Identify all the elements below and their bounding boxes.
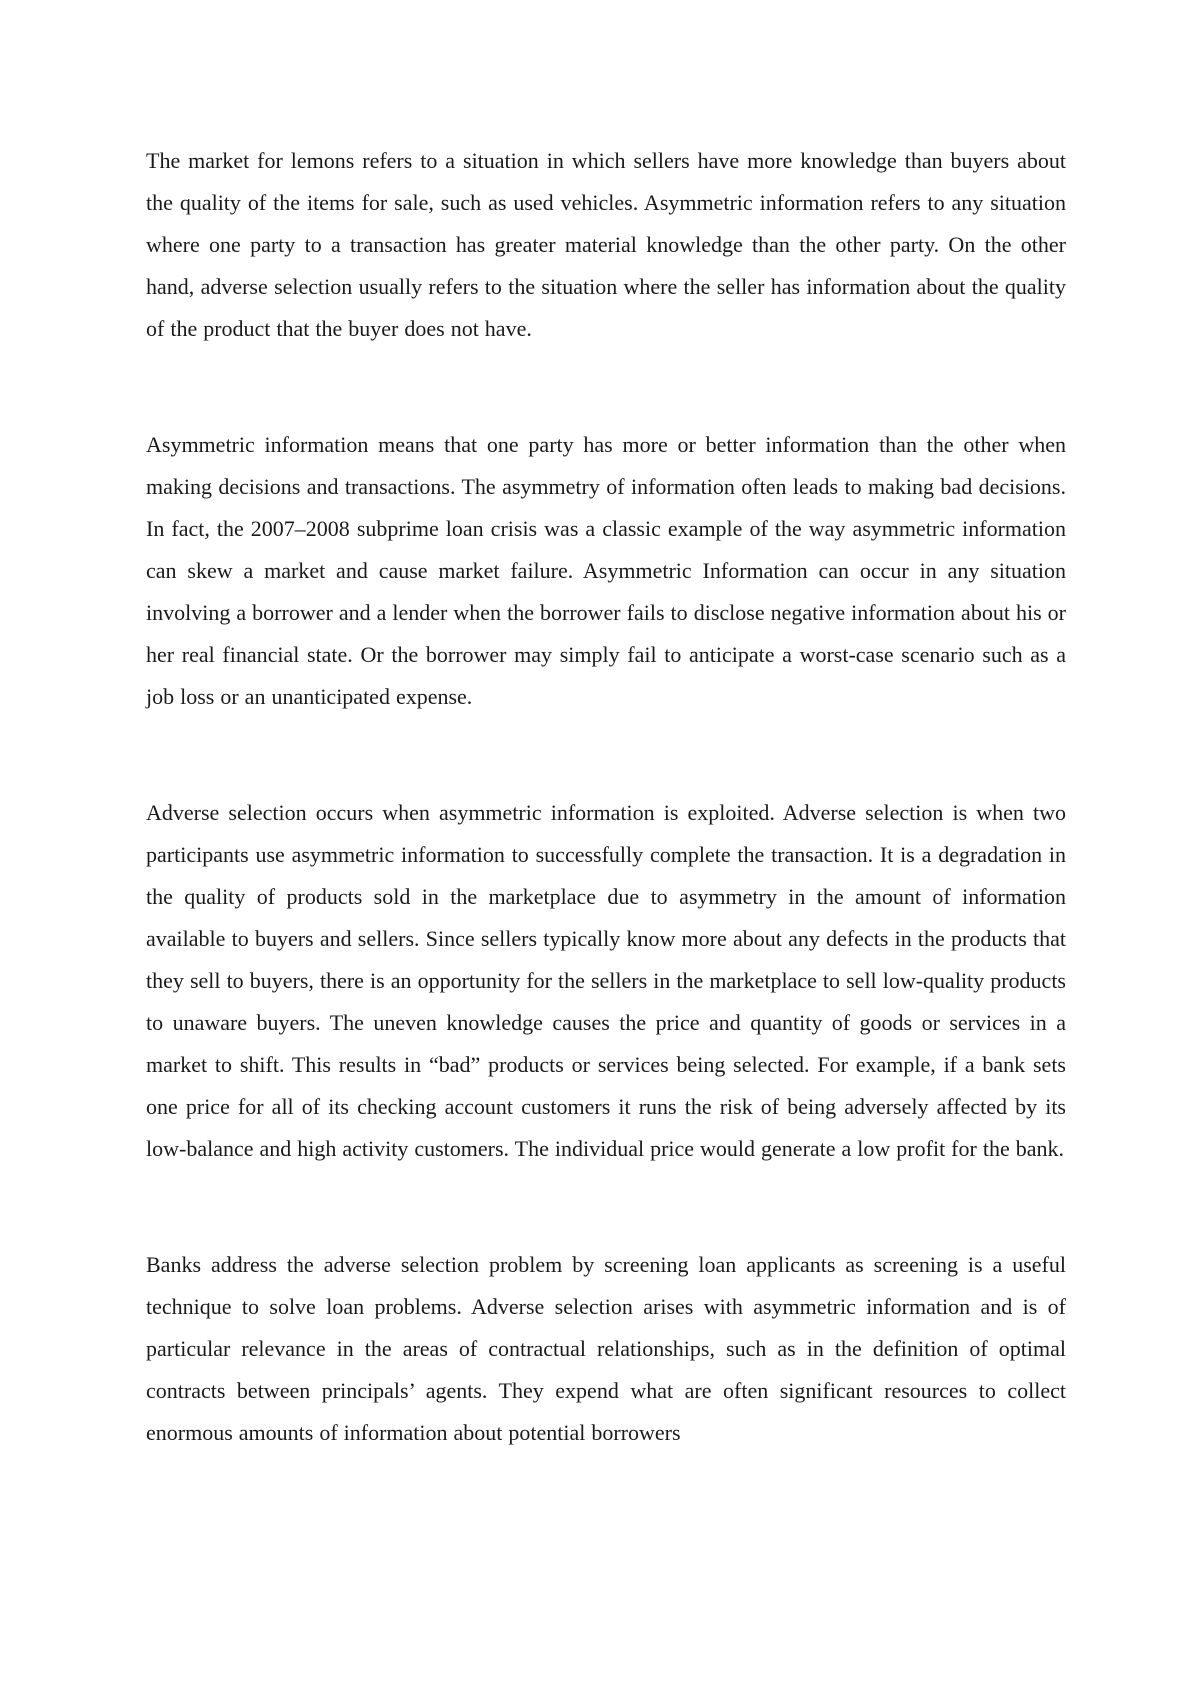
paragraph-market-for-lemons: The market for lemons refers to a situation in which sellers have more knowledge than buyers about the quality of the items for sale, such as used vehicles. Asymmetric information refers to any situation where one party to a transaction has greater material knowledge than the other party. On the other hand, adverse selection usually refers to the situation where the seller has information about the quality of the product that the buyer does not have. xyxy=(146,148,1066,341)
paragraph-banks-screening: Banks address the adverse selection problem by screening loan applicants as screening is a useful technique to solve loan problems. Adverse selection arises with asymmetric information and is of particular relevance in the areas of contractual relationships, such as in the definition of optimal contracts between principals’ agents. They expend what are often significant resources to collect enormous amounts of information about potential borrowers xyxy=(146,1252,1066,1445)
document-body xyxy=(146,140,1066,1454)
paragraph-adverse-selection: Adverse selection occurs when asymmetric information is exploited. Adverse selection is when two participants use asymmetric information to successfully complete the transaction. It is a degradation in the quality of products sold in the marketplace due to asymmetry in the amount of information available to buyers and sellers. Since sellers typically know more about any defects in the products that they sell to buyers, there is an opportunity for the sellers in the marketplace to sell low-quality products to unaware buyers. The uneven knowledge causes the price and quantity of goods or services in a market to shift. This results in “bad” products or services being selected. For example, if a bank sets one price for all of its checking account customers it runs the risk of being adversely affected by its low-balance and high activity customers. The individual price would generate a low profit for the bank. xyxy=(146,800,1066,1161)
paragraph-asymmetric-information: Asymmetric information means that one party has more or better information than the other when making decisions and transactions. The asymmetry of information often leads to making bad decisions. In fact, the 2007–2008 subprime loan crisis was a classic example of the way asymmetric information can skew a market and cause market failure. Asymmetric Information can occur in any situation involving a borrower and a lender when the borrower fails to disclose negative information about his or her real financial state. Or the borrower may simply fail to anticipate a worst-case scenario such as a job loss or an unanticipated expense. xyxy=(146,432,1066,709)
